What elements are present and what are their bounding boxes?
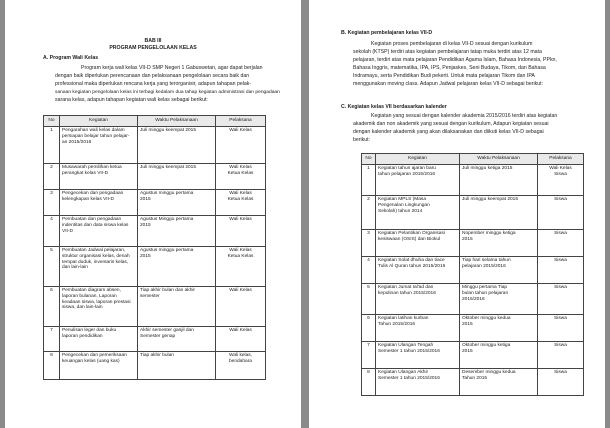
waktu-cell: Minggu pertama Tiap bulan tahun pelajaran 2015/2016 xyxy=(460,284,538,315)
kegiatan-cell: Kegiatan Pelantikan Organisasi kesiswaan (OSIS) dan Biokul xyxy=(376,230,460,257)
pelaksana-cell: Wali Kelas xyxy=(216,127,266,164)
kalender-table xyxy=(361,153,584,396)
column-header: Kegiatan xyxy=(60,116,138,127)
table-row xyxy=(44,287,266,327)
column-header: Kegiatan xyxy=(376,154,460,165)
table-header-row xyxy=(44,116,266,127)
paragraph-line: sarana kelas, adapun tahapan kegiatan wali kelas sebagai berikut: xyxy=(55,97,208,103)
table-row xyxy=(362,257,584,284)
kegiatan-cell: Penulisan leger dan buku laporan pendidikan xyxy=(60,327,138,352)
kegiatan-cell: Pengecekan dan pemeriksaan keuangan kelas (uang kas) xyxy=(60,352,138,380)
chapter-title: PROGRAM PENGELOLAAN KELAS xyxy=(109,45,197,51)
table-row xyxy=(362,369,584,396)
pelaksana-cell: Wali Kelas xyxy=(216,216,266,247)
kegiatan-cell: Kegiatan Jumat Ial'ad dan kepulinan tahun 2015/2016 xyxy=(376,284,460,315)
row-number: 6 xyxy=(362,315,376,342)
paragraph-line: Kegiatan proses pembelajaran di kelas VII-D sesuai dengan kurikulum xyxy=(371,41,533,47)
kegiatan-cell: Pengecekan dan pengadaan kelengkapan kelas VII-D xyxy=(60,190,138,216)
table-row xyxy=(44,352,266,380)
table-row xyxy=(362,230,584,257)
row-number: 4 xyxy=(44,216,60,247)
paragraph-line: akademik dan non akademik yang sesuai dengan kurikulum, Adapun kegiatan sesuai xyxy=(353,121,549,127)
table-row xyxy=(44,164,266,190)
column-header: Pelaksana xyxy=(216,116,266,127)
kegiatan-cell: Kegiatan Ulangan Tengah Semester 1 tahun 2015/2016 xyxy=(376,342,460,369)
paragraph-line: Program kerja wali kelas VII-D SMP Negeri 1 Gabuswetan, agar dapat berjalan xyxy=(81,65,263,71)
pelaksana-cell: Wali Kelas xyxy=(216,287,266,327)
row-number: 8 xyxy=(44,352,60,380)
row-number: 8 xyxy=(362,369,376,396)
wali-kelas-table xyxy=(43,115,266,380)
kegiatan-cell: Kegiatan Ulangan Akhir Semester 1 tahun 2015/2016 xyxy=(376,369,460,396)
paragraph-line: dengan baik diperlukan perencanaan dan pelaksanaan pengelolaan secara baik dan xyxy=(55,73,250,79)
section-c-heading: C. Kegiatan kelas VII berdasarkan kalender xyxy=(341,104,447,110)
paragraph-line: sanaan kegiatan pengelolaan kelas ini terbagi kedalam dua tahap kegiatan administrasi dan pengadaan xyxy=(55,90,280,95)
paragraph-line: sekolah (KTSP) terdiri atas kegiatan pembelajaran tatap muka terdiri atas 12 mata xyxy=(353,49,542,55)
paragraph-line: menggunakan moving class. Adapun Jadwal pelajaran kelas VII-D sebagai berikut: xyxy=(353,81,544,87)
row-number: 1 xyxy=(44,127,60,164)
table-row xyxy=(44,190,266,216)
kegiatan-cell: Kegiatan MPLS (Masa Pengenalan Lingkungan Sekolah) tahun 2014 xyxy=(376,196,460,230)
row-number: 7 xyxy=(44,327,60,352)
kegiatan-cell: Pembuatan Jadwal pelajaran, struktur organisasi kelas, denah tempat duduk, inventaris kelas, dan lain-lain xyxy=(60,247,138,287)
waktu-cell: Agustus minggu pertama 2015 xyxy=(138,247,216,287)
waktu-cell: Juli minggu keempat 2015 xyxy=(138,164,216,190)
waktu-cell: Juli minggu ketiga 2015 xyxy=(460,165,538,196)
waktu-cell: Akhir semester ganjil dan Semester genap xyxy=(138,327,216,352)
column-header: Waktu Pelaksanaan xyxy=(460,154,538,165)
waktu-cell: Juli minggu keempat 2015 xyxy=(138,127,216,164)
paragraph-line: dengan kalender akademik yang akan dilaksanakan dan diikuti kelas VII-D sebagai xyxy=(353,129,544,135)
row-number: 6 xyxy=(44,287,60,327)
table-row xyxy=(362,315,584,342)
row-number: 5 xyxy=(362,284,376,315)
pelaksana-cell: Siswa xyxy=(538,315,584,342)
pelaksana-cell: Siswa xyxy=(538,230,584,257)
column-header: No xyxy=(44,116,60,127)
table-row xyxy=(44,247,266,287)
waktu-cell: Tiap akhir bulan xyxy=(138,352,216,380)
column-header: Waktu Pelaksanaan xyxy=(138,116,216,127)
kegiatan-cell: Musawarah pemilihan ketua perangkat kelas VII-D xyxy=(60,164,138,190)
row-number: 2 xyxy=(44,164,60,190)
table-row xyxy=(44,127,266,164)
column-header: Pelaksana xyxy=(538,154,584,165)
section-b-heading: B. Kegiatan pembelajaran kelas VII-D xyxy=(341,30,433,36)
paragraph-line: berikut: xyxy=(353,137,371,143)
pelaksana-cell: Siswa xyxy=(538,342,584,369)
row-number: 2 xyxy=(362,196,376,230)
paragraph-line: pelajaran, terdiri atas mata pelajaran Pendidikan Agama Islam, Bahasa Indonesia, PPkn, xyxy=(353,57,557,63)
pelaksana-cell: Wali Kelas Ketua Kelas xyxy=(216,247,266,287)
paragraph-line: Indramayu, serta Pendidikan Budi pekerti. Untuk mata pelajaran Tikom dan IPA xyxy=(353,73,535,79)
kegiatan-cell: Kegiatan tahun ajaran baru tahun pelajaran 2015/2016 xyxy=(376,165,460,196)
table-row xyxy=(362,284,584,315)
row-number: 3 xyxy=(44,190,60,216)
table-row xyxy=(362,342,584,369)
column-header: No xyxy=(362,154,376,165)
pelaksana-cell: Wali kelas, bendahara xyxy=(216,352,266,380)
waktu-cell: Tiap akhir bulan dan akhir semester xyxy=(138,287,216,327)
pelaksana-cell: Siswa xyxy=(538,196,584,230)
kegiatan-cell: Kegiatan latihan kurban Tahun 2015/2016 xyxy=(376,315,460,342)
pelaksana-cell: Siswa xyxy=(538,257,584,284)
waktu-cell: Nopember minggu ketiga 2015 xyxy=(460,230,538,257)
table-header-row xyxy=(362,154,584,165)
pelaksana-cell: Wali Kelas Ketua Kelas xyxy=(216,164,266,190)
row-number: 7 xyxy=(362,342,376,369)
kegiatan-cell: Pengarahan wali kelas dalam persiapan belajar tahun pelajar- an 2015/2016 xyxy=(60,127,138,164)
document-page-left xyxy=(5,0,301,428)
kegiatan-cell: Pembuatan dan pengadaan indentitas dan data siswa kelas VII-D xyxy=(60,216,138,247)
kegiatan-cell: Pembuatan diagram absen, laporan bulanan, Laporan keadaan siswa, laporan prestasi siswa, dan lain-lain xyxy=(60,287,138,327)
paragraph-line: Kegiatan yang sesuai dengan kalender akademia 2015/2016 terdiri atas kegiatan xyxy=(371,113,558,119)
pelaksana-cell: Wali Kelas Siswa xyxy=(538,165,584,196)
table-row xyxy=(362,196,584,230)
waktu-cell: Oktober minggu ketiga 2015 xyxy=(460,342,538,369)
row-number: 5 xyxy=(44,247,60,287)
table-row xyxy=(44,327,266,352)
document-page-right xyxy=(309,0,605,428)
row-number: 1 xyxy=(362,165,376,196)
waktu-cell: Juli minggu keempat 2015 xyxy=(460,196,538,230)
waktu-cell: Oktober minggu kedua 2015 xyxy=(460,315,538,342)
kegiatan-cell: Kegiatan Solat dhuha dan tiace Tulis Al Quran tahun 2015/2016 xyxy=(376,257,460,284)
table-row xyxy=(362,165,584,196)
waktu-cell: Agustus minggu pertama 2015 xyxy=(138,190,216,216)
waktu-cell: Agustus Minggu pertama 2015 xyxy=(138,216,216,247)
section-a-heading: A. Program Wali Kelas xyxy=(43,55,99,61)
table-row xyxy=(44,216,266,247)
pelaksana-cell: Wali Kelas Ketua Kelas xyxy=(216,190,266,216)
row-number: 4 xyxy=(362,257,376,284)
paragraph-line: Bahasa Inggris, matematika, IPA, IPS, Penjaskes, Seni Budaya, Tikom, dan Bahasa xyxy=(353,65,546,71)
paragraph-line: professional maka diperlukan rencana kerja yang terorganisir, adapun tahapan pelak- xyxy=(55,81,252,87)
chapter-number: BAB III xyxy=(144,38,162,44)
pelaksana-cell: Siswa xyxy=(538,284,584,315)
waktu-cell: Desember minggu kedua Tahun 2015 xyxy=(460,369,538,396)
pelaksana-cell: Siswa xyxy=(538,369,584,396)
pelaksana-cell: Wali Kelas xyxy=(216,327,266,352)
waktu-cell: Tiap hari selama tahun pelajaran 2015/2016 xyxy=(460,257,538,284)
row-number: 3 xyxy=(362,230,376,257)
